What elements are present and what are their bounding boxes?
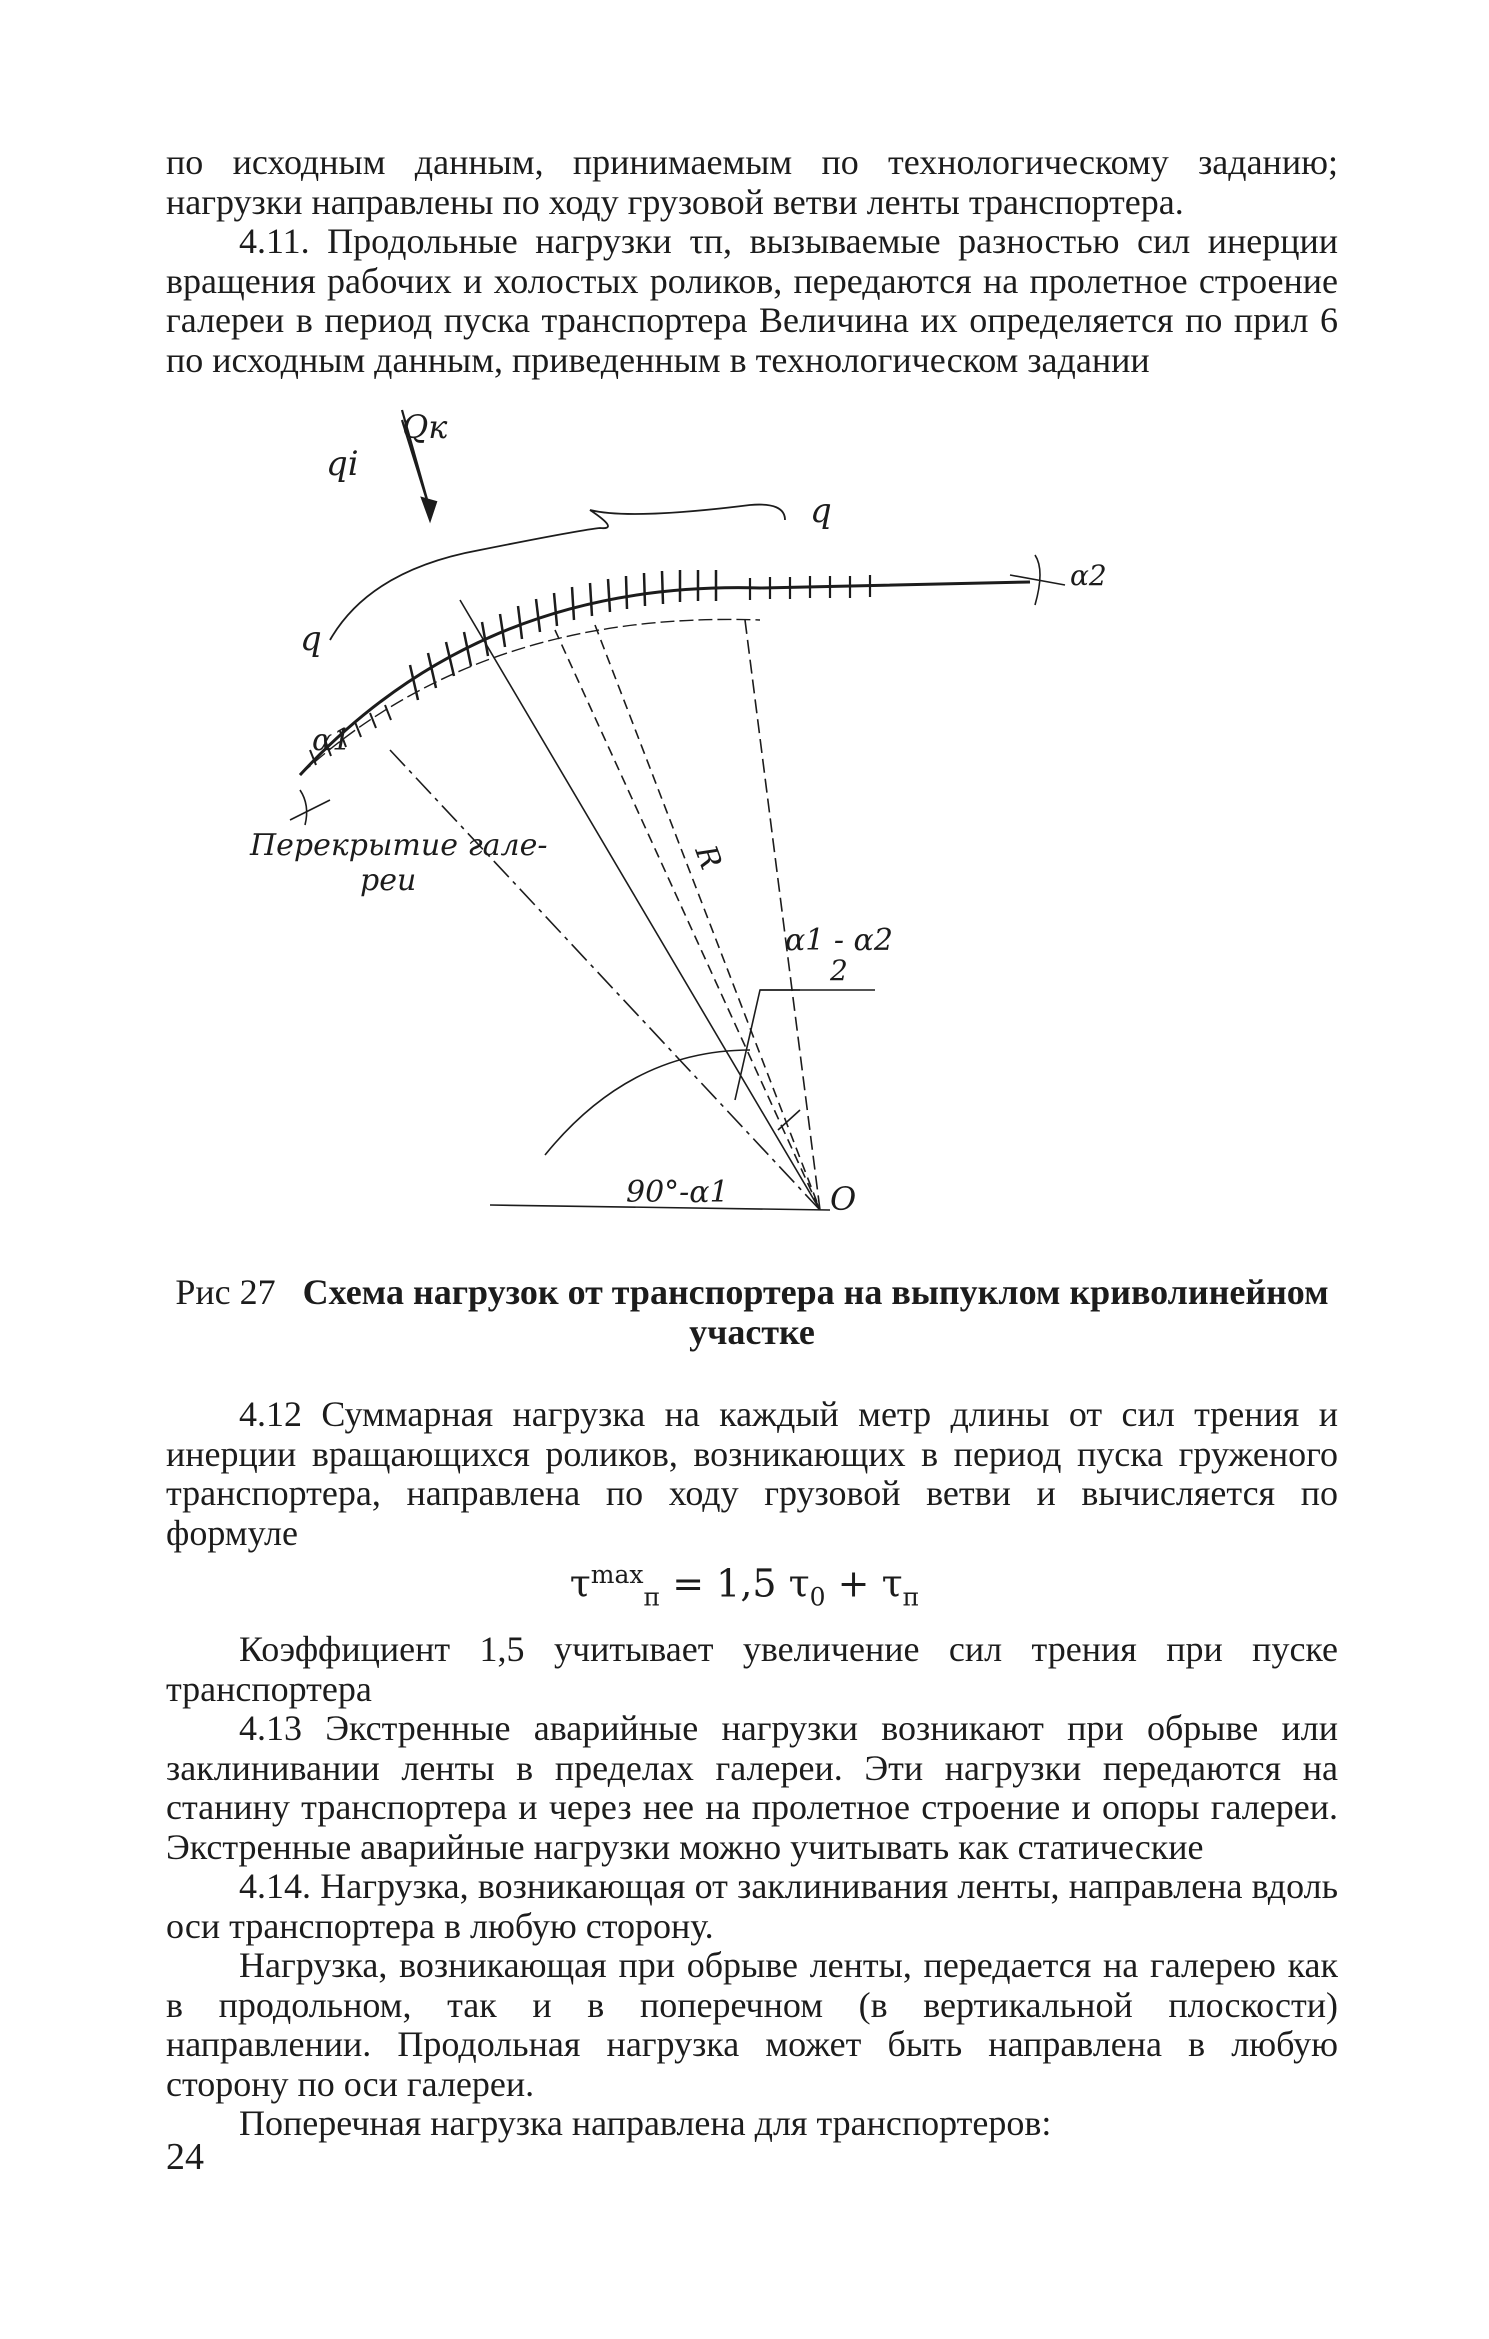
paragraph: Поперечная нагрузка направлена для транспортеров: xyxy=(239,2103,1052,2143)
formula-coef: = 1,5 τ xyxy=(672,1561,810,1606)
label-origin: O xyxy=(830,1180,857,1218)
page-number: 24 xyxy=(166,2136,204,2178)
load-scheme-figure xyxy=(250,408,1107,1240)
formula-sub: п xyxy=(643,1582,661,1612)
paragraph: 4.12 Суммарная нагрузка на каждый метр длины от сил трения и инерции вращающихся роликов, возникающих в период пуска груженого транспортера, направлена по ходу грузовой ветви и вычисляется по формуле xyxy=(166,1394,1338,1553)
label-overlap-line1: Перекрытие гале- xyxy=(250,828,548,863)
paragraph: Нагрузка, возникающая при обрыве ленты, передается на галерею как в продольном, так и в поперечном (в вертикальной плоскости) направлении. Продольная нагрузка может быть направлена в любую сторону по оси галереи. xyxy=(166,1945,1338,2104)
gallery-curve xyxy=(300,570,1030,775)
top-text xyxy=(166,143,1338,380)
figure-caption xyxy=(166,1272,1338,1352)
belt-line xyxy=(300,582,1030,775)
caption-title: Схема нагрузок от транспортера на выпуклом криволинейном участке xyxy=(302,1272,1329,1352)
label-angle-diff-den: 2 xyxy=(830,954,848,987)
formula-sup: max xyxy=(590,1560,644,1589)
formula-sub0: 0 xyxy=(809,1582,826,1612)
label-qk: Qк xyxy=(402,408,448,446)
formula-plus: + τ xyxy=(825,1561,903,1606)
radius-line-right xyxy=(745,620,820,1210)
formula xyxy=(0,1560,1489,1611)
label-alpha1: α1 xyxy=(312,723,352,758)
label-overlap-line2: реи xyxy=(360,863,417,898)
alpha-marks xyxy=(290,555,1065,825)
radius-line-left xyxy=(390,750,820,1210)
label-q-left: q xyxy=(300,619,322,659)
caption-prefix: Рис 27 xyxy=(175,1272,276,1312)
paragraph: 4.14. Нагрузка, возникающая от заклинивания ленты, направлена вдоль оси транспортера в любую сторону. xyxy=(166,1866,1338,1946)
label-q-top-left: qi xyxy=(326,444,359,484)
reaction-line xyxy=(300,619,760,775)
label-angle-diff-num: α1 - α2 xyxy=(785,923,893,958)
radial-lines xyxy=(390,600,830,1210)
label-angle-base: 90°-α1 xyxy=(626,1175,729,1210)
radius-line-2 xyxy=(460,600,820,1210)
bottom-text xyxy=(166,1630,1338,2144)
load-scheme-diagram xyxy=(250,408,1107,1240)
angle-arcs xyxy=(545,990,875,1155)
radius-line-3 xyxy=(555,630,820,1210)
label-radius: R xyxy=(687,840,729,874)
formula-lhs: τ xyxy=(569,1561,591,1606)
label-alpha2: α2 xyxy=(1070,559,1107,592)
paragraph: по исходным данным, принимаемым по технологическому заданию; нагрузки направлены по ходу грузовой ветви ленты транспортера. xyxy=(166,142,1338,222)
paragraph: 4.11. Продольные нагрузки τп, вызываемые разностью сил инерции вращения рабочих и холостых роликов, передаются на пролетное строение галереи в период пуска транспортера Величина их определяется по прил 6 по исходным данным, приведенным в технологическом задании xyxy=(166,221,1338,380)
formula-sub1: п xyxy=(902,1582,920,1612)
middle-text xyxy=(166,1395,1338,1553)
paragraph: 4.13 Экстренные аварийные нагрузки возникают при обрыве или заклинивании ленты в пределах галереи. Эти нагрузки передаются на станину транспортера и через нее на пролетное строение и опоры галереи. Экстренные аварийные нагрузки можно учитывать как статические xyxy=(166,1708,1338,1867)
paragraph: Коэффициент 1,5 учитывает увеличение сил трения при пуске транспортера xyxy=(166,1629,1338,1709)
label-q-right: q xyxy=(810,491,832,531)
